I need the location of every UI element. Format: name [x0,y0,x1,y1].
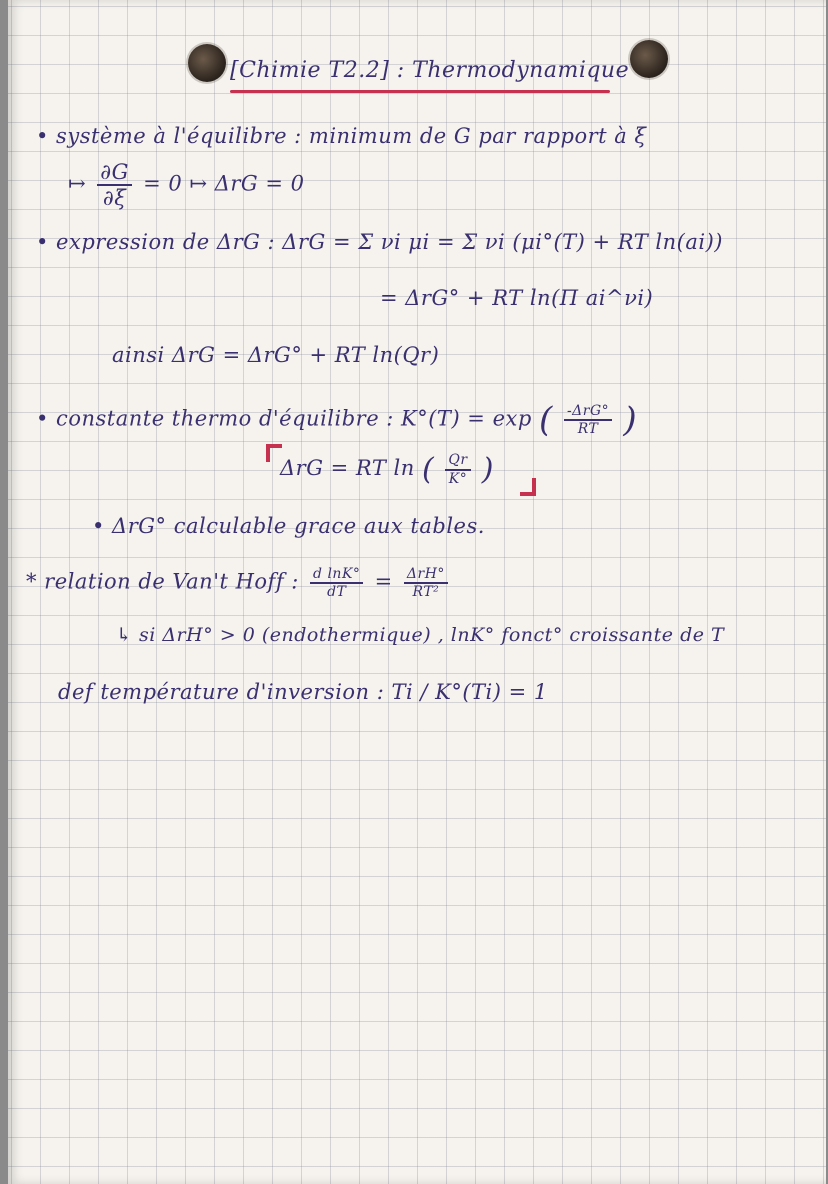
title-underline [230,90,610,93]
paren-close: ) [481,452,494,487]
paren-open: ( [538,400,553,440]
derivative-result: = 0 ↦ ΔrG = 0 [143,171,305,196]
line-equilibrium-minimum: • système à l'équilibre : minimum de G par rapport à ξ [36,124,647,148]
line-expression-deltag-continued: = ΔrG° + RT ln(Π ai^νi) [380,286,654,310]
deltag-boxed-text: ΔrG = RT ln [280,456,415,480]
line-vant-hoff [26,566,452,600]
line-expression-deltag: • expression de ΔrG : ΔrG = Σ νi μi = Σ νi (μi°(T) + RT ln(ai)) [36,230,723,254]
q-numerator: Qr [445,452,470,470]
line-derivative-zero [68,160,305,210]
line-deltag-boxed [280,452,494,487]
deltah-rt2-fraction [404,566,448,600]
paren-close: ) [623,400,638,440]
exp-fraction-numerator: -ΔrG° [564,403,612,421]
fraction-numerator: ∂G [97,160,132,186]
dt-denominator: dT [327,584,347,601]
vant-hoff-label: * relation de Van't Hoff : [26,569,299,594]
punch-hole-right [630,40,668,78]
paren-open: ( [421,452,435,487]
line-inversion-temperature: def température d'inversion : Ti / K°(Ti) = 1 [58,680,548,704]
line-equilibrium-constant [36,400,637,440]
partial-derivative-fraction [97,160,132,210]
line-ainsi-deltag: ainsi ΔrG = ΔrG° + RT ln(Qr) [112,343,440,367]
equilibrium-constant-text: • constante thermo d'équilibre : K°(T) = exp [36,406,532,431]
page-title: [Chimie T2.2] : Thermodynamique [230,58,630,83]
equals-sign: = [374,569,393,594]
mapsto-arrow: ↦ [68,171,87,196]
dlnk-dt-fraction [310,566,363,600]
dlnk-numerator: d lnK° [310,566,363,584]
k-denominator: K° [448,470,468,487]
deltah-numerator: ΔrH° [404,566,448,584]
line-endothermic-note: ↳ si ΔrH° > 0 (endothermique) , lnK° fonct° croissante de T [116,624,725,646]
q-over-k-fraction [445,452,470,486]
exp-fraction [564,403,612,437]
rt2-denominator: RT² [412,584,440,601]
line-calculable-tables: • ΔrG° calculable grace aux tables. [92,514,485,538]
exp-fraction-denominator: RT [577,421,599,437]
highlight-bracket-bottom-right [520,478,536,496]
fraction-denominator: ∂ξ [102,186,127,211]
grid-paper-sheet [8,0,826,1184]
punch-hole-left [188,44,226,82]
